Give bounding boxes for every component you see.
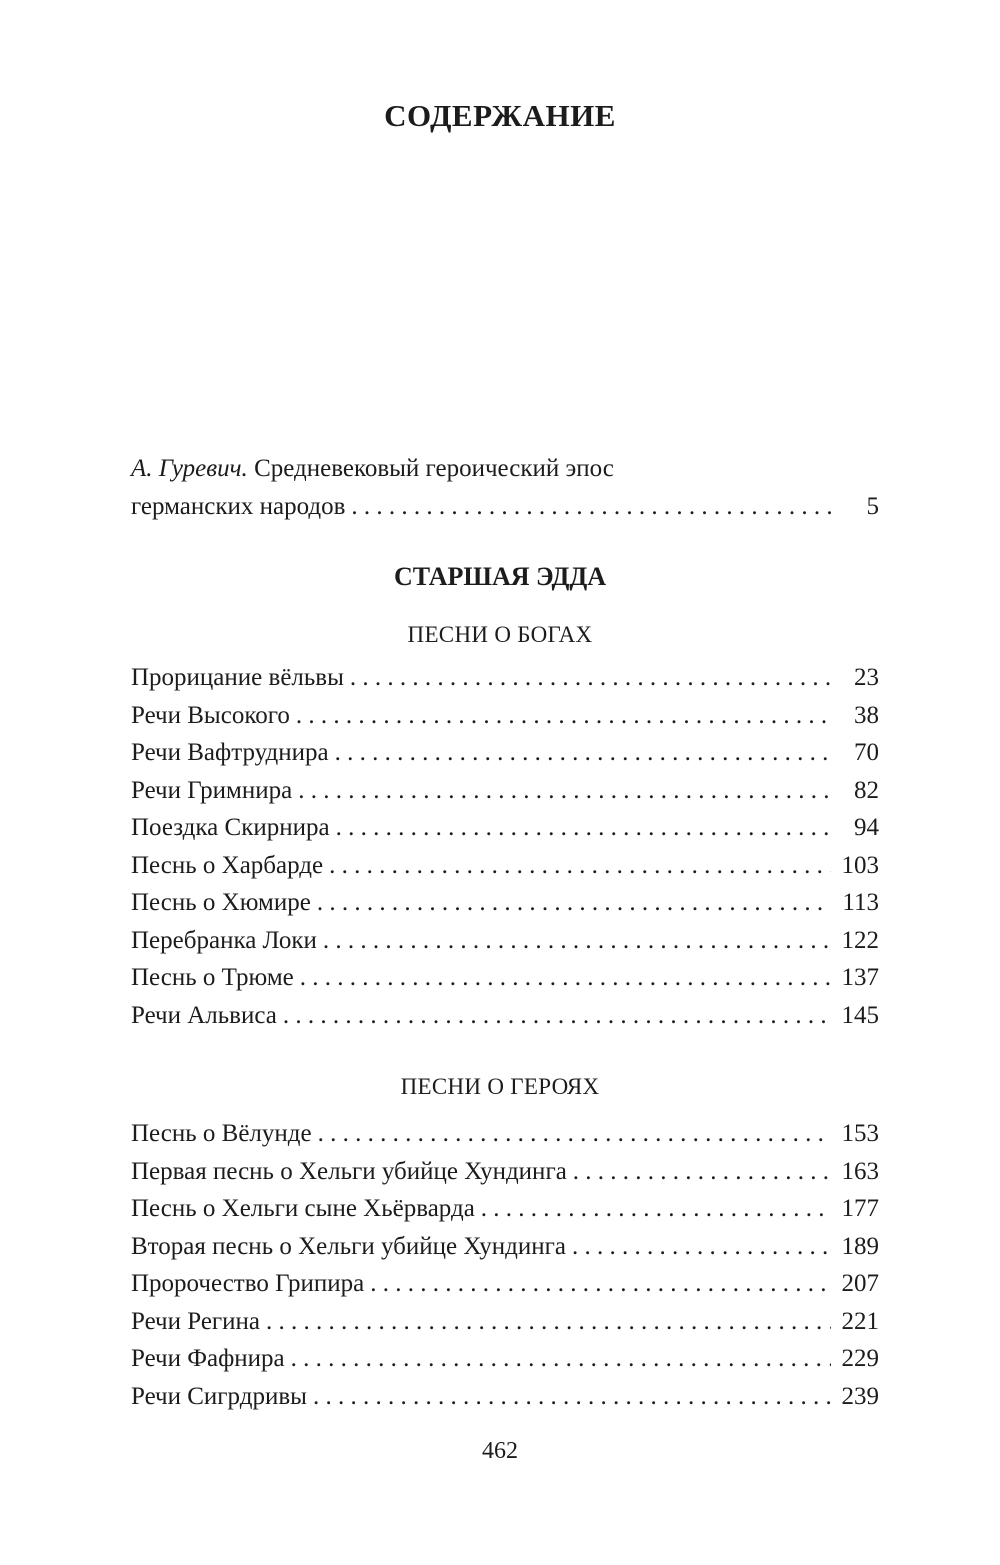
leader-dots bbox=[283, 997, 831, 1035]
toc-entry bbox=[131, 847, 879, 885]
toc-entry-page: 153 bbox=[841, 1120, 879, 1147]
leader-dots bbox=[351, 488, 831, 526]
toc-entry bbox=[131, 1228, 879, 1266]
section-heading-heroes: ПЕСНИ О ГЕРОЯХ bbox=[400, 1074, 600, 1099]
section-heading-gods: ПЕСНИ О БОГАХ bbox=[407, 622, 593, 647]
toc-entry-page: 113 bbox=[842, 889, 879, 916]
toc-entry-title: Песнь о Трюме bbox=[131, 964, 294, 991]
toc-entry-page: 239 bbox=[841, 1382, 879, 1410]
toc-entry-page: 189 bbox=[841, 1232, 879, 1260]
toc-entry bbox=[131, 1153, 879, 1191]
intro-page-number: 5 bbox=[866, 493, 879, 520]
part-title: СТАРШАЯ ЭДДА bbox=[393, 562, 607, 591]
toc-entry-title: Песнь о Вёлунде bbox=[131, 1120, 312, 1147]
toc-entry bbox=[131, 1190, 879, 1228]
toc-entry-title: Песнь о Хельги сыне Хьёрварда bbox=[131, 1195, 475, 1222]
leader-dots bbox=[296, 697, 831, 735]
toc-entry-page: 177 bbox=[841, 1195, 879, 1222]
toc-entry-title: Речи Альвиса bbox=[131, 1001, 277, 1029]
leader-dots bbox=[350, 659, 831, 697]
intro-title-part2: германских народов bbox=[131, 493, 346, 520]
toc-entry bbox=[131, 959, 879, 997]
leader-dots bbox=[318, 1115, 831, 1153]
toc-entry bbox=[131, 1303, 879, 1341]
toc-entry-page: 137 bbox=[841, 964, 879, 991]
intro-line-2 bbox=[131, 488, 879, 526]
toc-entry-page: 207 bbox=[841, 1270, 879, 1297]
toc-entry-title: Речи Вафтруднира bbox=[131, 739, 329, 766]
leader-dots bbox=[335, 734, 831, 772]
intro-entry bbox=[131, 450, 879, 526]
toc-entry-page: 23 bbox=[854, 664, 879, 691]
leader-dots bbox=[481, 1190, 831, 1228]
toc-entry-title: Песнь о Хюмире bbox=[131, 889, 311, 916]
toc-entry bbox=[131, 659, 879, 697]
leader-dots bbox=[298, 772, 831, 810]
leader-dots bbox=[266, 1303, 831, 1341]
toc-entry bbox=[131, 997, 879, 1035]
toc-entry-page: 122 bbox=[841, 926, 879, 954]
toc-entry-page: 229 bbox=[841, 1345, 879, 1372]
toc-entry bbox=[131, 772, 879, 810]
leader-dots bbox=[370, 1265, 831, 1303]
page-number: 462 bbox=[482, 1438, 518, 1464]
toc-entry-title: Вторая песнь о Хельги убийце Хундинга bbox=[131, 1232, 566, 1260]
toc-list-gods bbox=[131, 659, 879, 1034]
toc-entry-page: 163 bbox=[841, 1157, 879, 1185]
leader-dots bbox=[336, 809, 831, 847]
toc-entry bbox=[131, 1340, 879, 1378]
page-title: СОДЕРЖАНИЕ bbox=[384, 98, 616, 133]
leader-dots bbox=[317, 884, 831, 922]
toc-entry-title: Речи Сигрдривы bbox=[131, 1382, 307, 1410]
toc-entry bbox=[131, 809, 879, 847]
leader-dots bbox=[300, 959, 831, 997]
leader-dots bbox=[329, 847, 831, 885]
toc-entry-title: Перебранка Локи bbox=[131, 926, 317, 954]
toc-entry-page: 70 bbox=[854, 739, 879, 766]
toc-entry-title: Первая песнь о Хельги убийце Хундинга bbox=[131, 1157, 567, 1185]
toc-entry-page: 221 bbox=[841, 1307, 879, 1335]
intro-line-1 bbox=[131, 450, 879, 488]
toc-entry-title: Речи Регина bbox=[131, 1307, 261, 1335]
toc-entry-title: Речи Высокого bbox=[131, 701, 290, 729]
toc-entry bbox=[131, 922, 879, 960]
toc-entry-page: 94 bbox=[854, 814, 879, 841]
intro-title-part1: Средневековый героический эпос bbox=[247, 455, 614, 482]
toc-entry-title: Речи Фафнира bbox=[131, 1345, 285, 1372]
toc-entry-title: Прорицание вёльвы bbox=[131, 664, 344, 691]
leader-dots bbox=[313, 1378, 831, 1416]
leader-dots bbox=[323, 922, 831, 960]
toc-entry-title: Пророчество Грипира bbox=[131, 1270, 365, 1297]
toc-entry-title: Речи Гримнира bbox=[131, 776, 293, 804]
toc-entry-title: Поездка Скирнира bbox=[131, 814, 330, 841]
toc-entry bbox=[131, 1115, 879, 1153]
toc-entry bbox=[131, 1265, 879, 1303]
toc-entry bbox=[131, 697, 879, 735]
leader-dots bbox=[573, 1153, 831, 1191]
toc-entry-page: 145 bbox=[841, 1001, 879, 1029]
toc-entry-page: 38 bbox=[854, 701, 879, 729]
leader-dots bbox=[291, 1340, 831, 1378]
intro-author: А. Гуревич. bbox=[131, 455, 248, 482]
toc-list-heroes bbox=[131, 1115, 879, 1415]
toc-entry bbox=[131, 734, 879, 772]
toc-entry bbox=[131, 884, 879, 922]
toc-entry-title: Песнь о Харбарде bbox=[131, 851, 324, 879]
toc-entry-page: 82 bbox=[854, 776, 879, 804]
toc-entry-page: 103 bbox=[841, 851, 879, 879]
leader-dots bbox=[572, 1228, 831, 1266]
toc-entry bbox=[131, 1378, 879, 1416]
